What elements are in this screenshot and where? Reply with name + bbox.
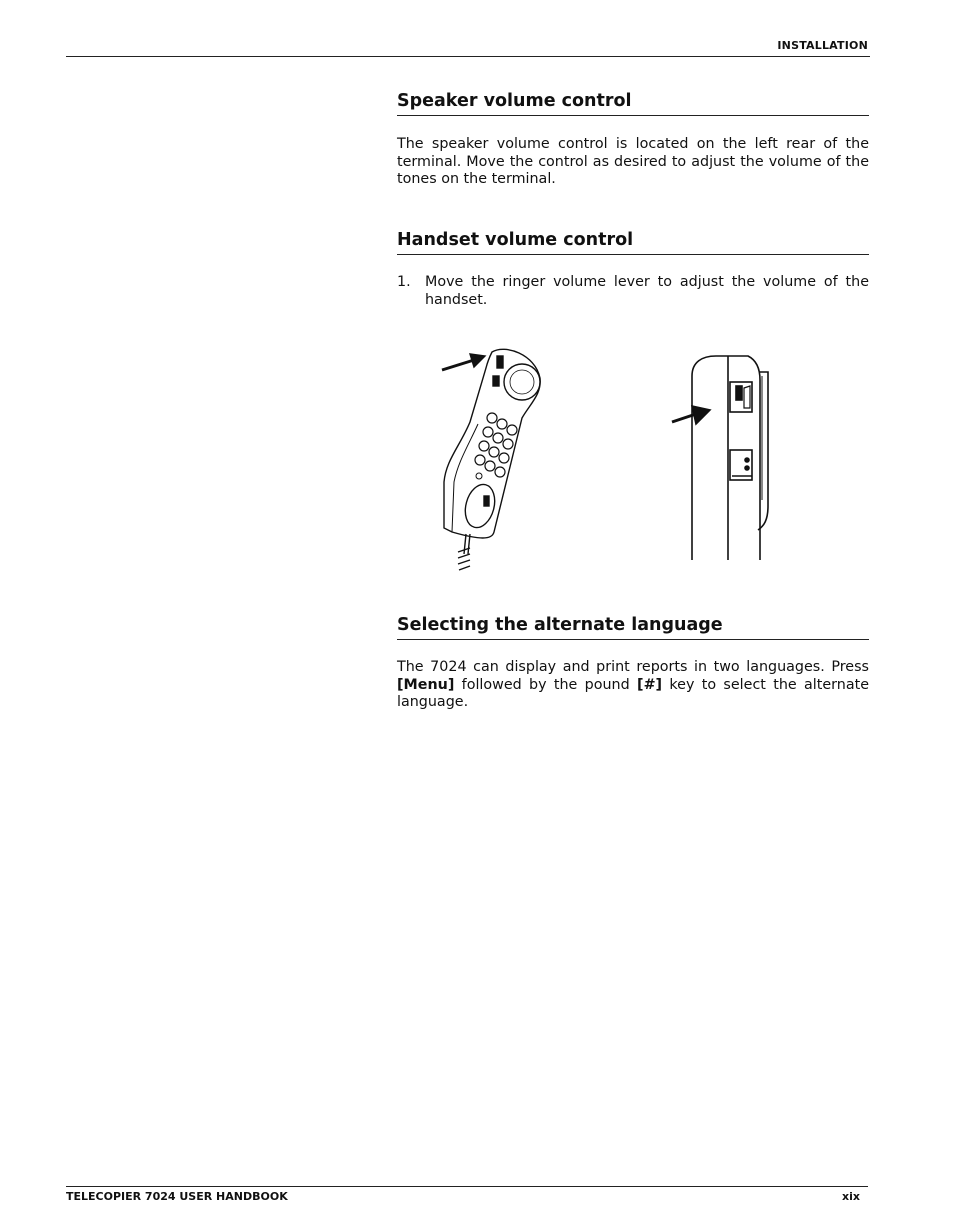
handset-illustration: [430, 342, 560, 578]
language-text-b: followed by the pound: [454, 676, 638, 693]
footer-page-number: xix: [842, 1190, 860, 1203]
section-title-speaker-volume: Speaker volume control: [397, 90, 869, 116]
speaker-volume-paragraph: The speaker volume control is located on the left rear of the terminal. Move the control as desired to adjust the volume of the tones on the terminal.: [397, 136, 869, 187]
section-alternate-language: [397, 614, 869, 712]
section-title-handset-volume: Handset volume control: [397, 229, 869, 255]
footer-handbook-title: TELECOPIER 7024 USER HANDBOOK: [66, 1190, 288, 1203]
step-number: 1.: [397, 274, 411, 290]
section-title-alternate-language: Selecting the alternate language: [397, 614, 869, 640]
step-text: Move the ringer volume lever to adjust the volume of the handset.: [425, 274, 869, 308]
header-rule: [66, 56, 870, 57]
language-text-c: key to select the alternate language.: [397, 676, 870, 710]
menu-key-label: [Menu]: [397, 676, 455, 693]
step-item: [397, 274, 869, 309]
running-head: INSTALLATION: [777, 39, 868, 52]
footer-rule: [66, 1186, 868, 1187]
terminal-side-illustration: [668, 350, 780, 562]
pound-key-label: [#]: [637, 676, 663, 693]
alternate-language-paragraph: [397, 659, 869, 712]
section-speaker-volume: [397, 90, 869, 189]
section-handset-volume: [397, 229, 869, 309]
language-text-a: The 7024 can display and print reports in two languages. Press: [397, 659, 869, 675]
